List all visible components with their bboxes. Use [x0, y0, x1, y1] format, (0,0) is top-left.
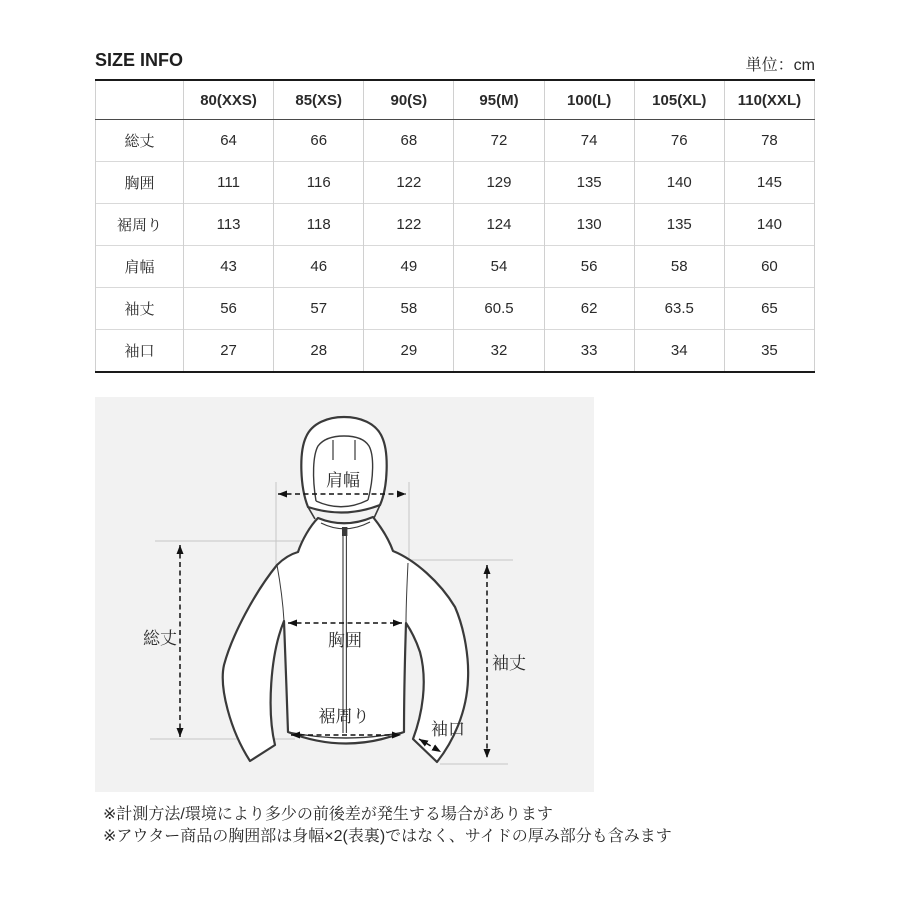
table-row [96, 204, 815, 246]
jacket-hood [301, 417, 386, 519]
footnote-line: ※計測方法/環境により多少の前後差が発生する場合があります [103, 806, 553, 823]
size-value-cell: 118 [274, 204, 364, 246]
size-value-cell: 76 [634, 120, 724, 162]
size-value-cell: 60 [724, 246, 814, 288]
size-value-cell: 74 [544, 120, 634, 162]
zipper-pull [342, 527, 347, 536]
size-value-cell: 122 [364, 204, 454, 246]
size-value-cell: 57 [274, 288, 364, 330]
size-value-cell: 46 [274, 246, 364, 288]
size-col-header: 100(L) [544, 80, 634, 120]
table-header-row [96, 80, 815, 120]
size-value-cell: 58 [364, 288, 454, 330]
size-col-header: 105(XL) [634, 80, 724, 120]
size-value-cell: 56 [544, 246, 634, 288]
size-value-cell: 27 [184, 330, 274, 373]
size-value-cell: 65 [724, 288, 814, 330]
table-row [96, 330, 815, 373]
size-col-header: 80(XXS) [184, 80, 274, 120]
size-col-header: 90(S) [364, 80, 454, 120]
size-value-cell: 111 [184, 162, 274, 204]
size-value-cell: 140 [724, 204, 814, 246]
size-value-cell: 68 [364, 120, 454, 162]
cuff-label: 袖口 [431, 720, 465, 739]
row-label: 裾周り [96, 204, 184, 246]
table-row [96, 288, 815, 330]
size-value-cell: 72 [454, 120, 544, 162]
corner-cell [96, 80, 184, 120]
unit-label: 単位：cm [745, 57, 815, 74]
size-col-header: 95(M) [454, 80, 544, 120]
size-value-cell: 78 [724, 120, 814, 162]
jacket-measurement-diagram [95, 397, 594, 792]
size-value-cell: 140 [634, 162, 724, 204]
size-value-cell: 124 [454, 204, 544, 246]
row-label: 総丈 [96, 120, 184, 162]
size-value-cell: 33 [544, 330, 634, 373]
size-value-cell: 116 [274, 162, 364, 204]
shoulder-width-label: 肩幅 [326, 471, 360, 490]
size-value-cell: 145 [724, 162, 814, 204]
footnote-line: ※アウター商品の胸囲部は身幅×2(表裏)ではなく、サイドの厚み部分も含みます [103, 828, 672, 845]
size-value-cell: 66 [274, 120, 364, 162]
size-value-cell: 35 [724, 330, 814, 373]
size-value-cell: 130 [544, 204, 634, 246]
size-value-cell: 113 [184, 204, 274, 246]
size-value-cell: 58 [634, 246, 724, 288]
size-value-cell: 135 [544, 162, 634, 204]
total-length-label: 総丈 [143, 629, 177, 648]
chest-label: 胸囲 [328, 631, 362, 650]
size-value-cell: 56 [184, 288, 274, 330]
size-value-cell: 122 [364, 162, 454, 204]
size-value-cell: 34 [634, 330, 724, 373]
size-value-cell: 60.5 [454, 288, 544, 330]
size-value-cell: 43 [184, 246, 274, 288]
footnotes [103, 804, 672, 848]
row-label: 胸囲 [96, 162, 184, 204]
size-value-cell: 49 [364, 246, 454, 288]
row-label: 肩幅 [96, 246, 184, 288]
size-col-header: 110(XXL) [724, 80, 814, 120]
sleeve-length-label: 袖丈 [492, 654, 526, 673]
size-value-cell: 54 [454, 246, 544, 288]
row-label: 袖口 [96, 330, 184, 373]
size-value-cell: 29 [364, 330, 454, 373]
hem-label: 裾周り [318, 707, 370, 726]
page-title: SIZE INFO [95, 50, 184, 70]
row-label: 袖丈 [96, 288, 184, 330]
size-info-table [95, 79, 815, 373]
size-value-cell: 135 [634, 204, 724, 246]
table-row [96, 120, 815, 162]
measurement-diagram-panel [95, 397, 594, 792]
size-col-header: 85(XS) [274, 80, 364, 120]
size-value-cell: 28 [274, 330, 364, 373]
size-value-cell: 32 [454, 330, 544, 373]
table-row [96, 162, 815, 204]
size-value-cell: 62 [544, 288, 634, 330]
table-row [96, 246, 815, 288]
size-value-cell: 64 [184, 120, 274, 162]
size-value-cell: 63.5 [634, 288, 724, 330]
size-value-cell: 129 [454, 162, 544, 204]
